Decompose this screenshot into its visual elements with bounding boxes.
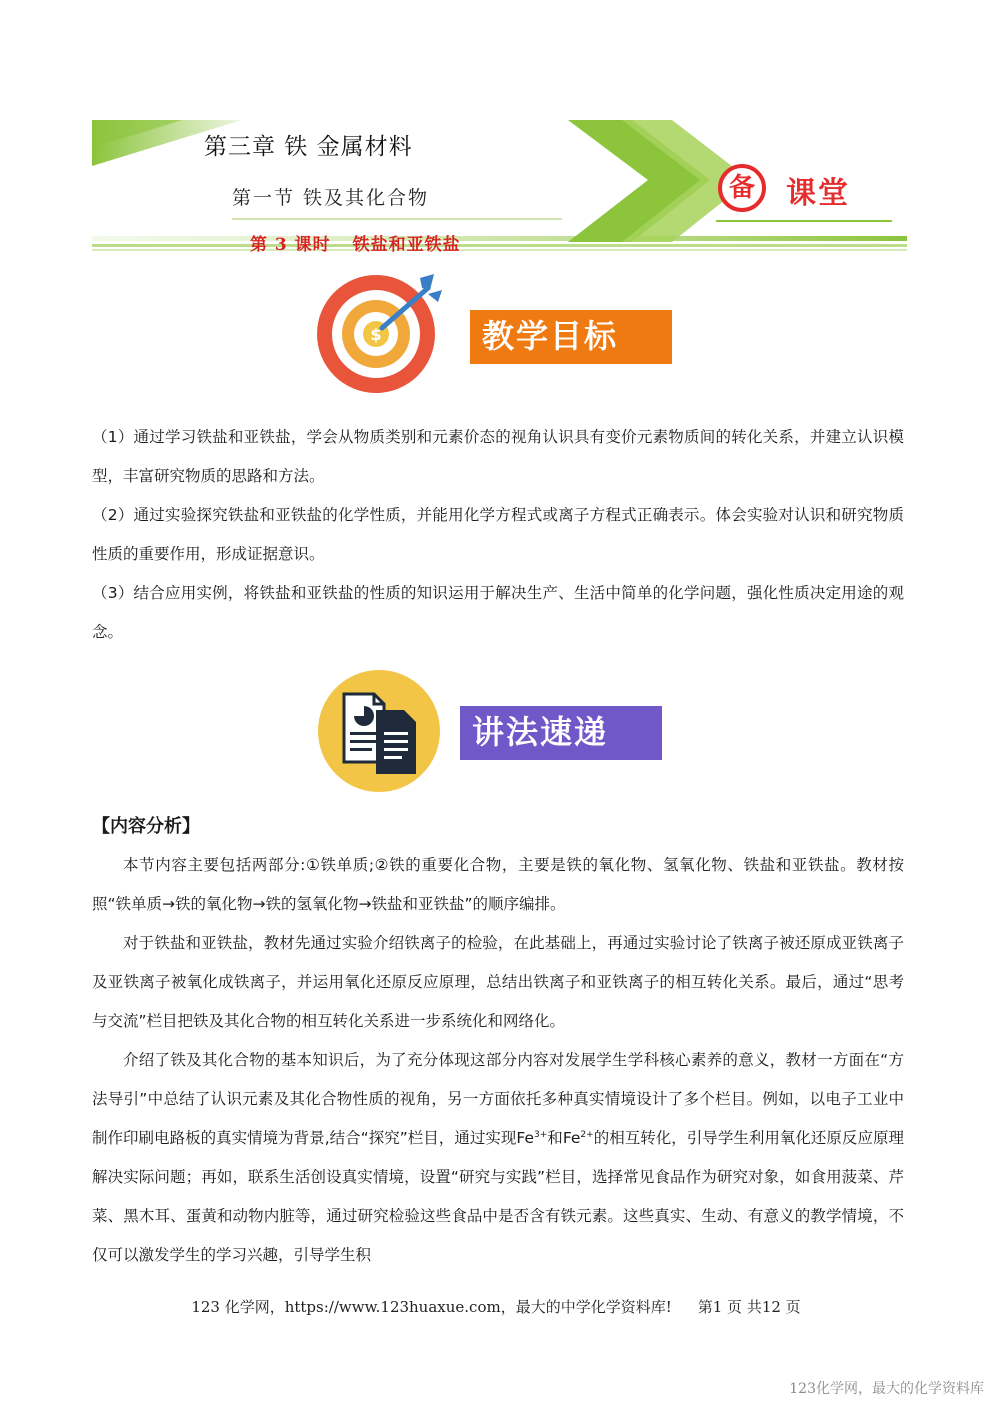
svg-text:$: $ bbox=[370, 325, 382, 344]
watermark: 123化学网，最大的化学资料库 bbox=[789, 1381, 984, 1397]
ion-fe3-charge: 3+ bbox=[534, 1129, 548, 1140]
analysis-paragraph-2: 对于铁盐和亚铁盐，教材先通过实验介绍铁离子的检验，在此基础上，再通过实验讨论了铁离子被还原成亚铁离子及亚铁离子被氧化成铁离子，并运用氧化还原反应原理，总结出铁离子和亚铁离子的相互转化关系。最后，通过“思考与交流”栏目把铁及其化合物的相互转化关系进一步系统化和网络化。 bbox=[92, 934, 904, 1030]
objective-item-3: （3）结合应用实例，将铁盐和亚铁盐的性质的知识运用于解决生产、生活中简单的化学问题，强化性质决定用途的观念。 bbox=[92, 584, 904, 641]
chapter-title: 第三章 铁 金属材料 bbox=[204, 134, 413, 160]
analysis-paragraph-3 bbox=[92, 1041, 904, 1275]
ion-fe3: Fe bbox=[516, 1129, 534, 1147]
ion-fe2-charge: 2+ bbox=[580, 1129, 594, 1140]
lesson-topic: 铁盐和亚铁盐 bbox=[352, 235, 461, 255]
document-icon bbox=[318, 670, 440, 792]
objectives-heading: 教学目标 bbox=[470, 310, 672, 364]
analysis-paragraph-1: 本节内容主要包括两部分:①铁单质;②铁的重要化合物，主要是铁的氧化物、氢氧化物、铁盐和亚铁盐。教材按照“铁单质→铁的氧化物→铁的氢氧化物→铁盐和亚铁盐”的顺序编排。 bbox=[92, 856, 904, 913]
brand-word: 课堂 bbox=[786, 176, 850, 211]
brand-badge: 备 bbox=[718, 164, 766, 212]
lesson-number: 第 3 课时 bbox=[250, 235, 331, 255]
page-footer bbox=[0, 1296, 992, 1317]
footer-page-info: 第1 页 共12 页 bbox=[697, 1298, 801, 1316]
analysis-text: 的相互转化，引导学生利用氧化还原反应原理解决实际问题；再如，联系生活创设真实情境，设置“研究与实践”栏目，选择常见食品作为研究对象，如食用菠菜、芹菜、黑木耳、蛋黄和动物内脏等，通过研究检验这些食品中是否含有铁元素。这些真实、生动、有意义的教学情境，不仅可以激发学生的学习兴趣，引导学生积 bbox=[92, 1129, 904, 1264]
analysis-text: 和 bbox=[547, 1129, 563, 1147]
objective-item-1: （1）通过学习铁盐和亚铁盐，学会从物质类别和元素价态的视角认识具有变价元素物质间的转化关系，并建立认识模型，丰富研究物质的思路和方法。 bbox=[92, 428, 904, 485]
target-icon bbox=[316, 272, 444, 394]
method-heading: 讲法速递 bbox=[460, 706, 662, 760]
analysis-title: 【内容分析】 bbox=[92, 816, 200, 837]
footer-site-text: 123 化学网，https://www.123huaxue.com，最大的中学化学资料库! bbox=[191, 1298, 672, 1316]
section-title: 第一节 铁及其化合物 bbox=[232, 187, 430, 209]
ion-fe2: Fe bbox=[562, 1129, 581, 1147]
objective-item-2: （2）通过实验探究铁盐和亚铁盐的化学性质，并能用化学方程式或离子方程式正确表示。体会实验对认识和研究物质性质的重要作用，形成证据意识。 bbox=[92, 506, 904, 563]
analysis-text: 介绍了铁及其化合物的基本知识后，为了充分体现这部分内容对发展学生学科核心素养的意义，教材一方面在“方法导引”中总结了认识元素及其化合物性质的视角，另一方面依托多种真实情境设计了多个栏目。例如，以电子工业中制作印刷电路板的真实情境为背景,结合“探究”栏目，通过实现 bbox=[92, 1051, 904, 1147]
lesson-title bbox=[250, 230, 461, 255]
